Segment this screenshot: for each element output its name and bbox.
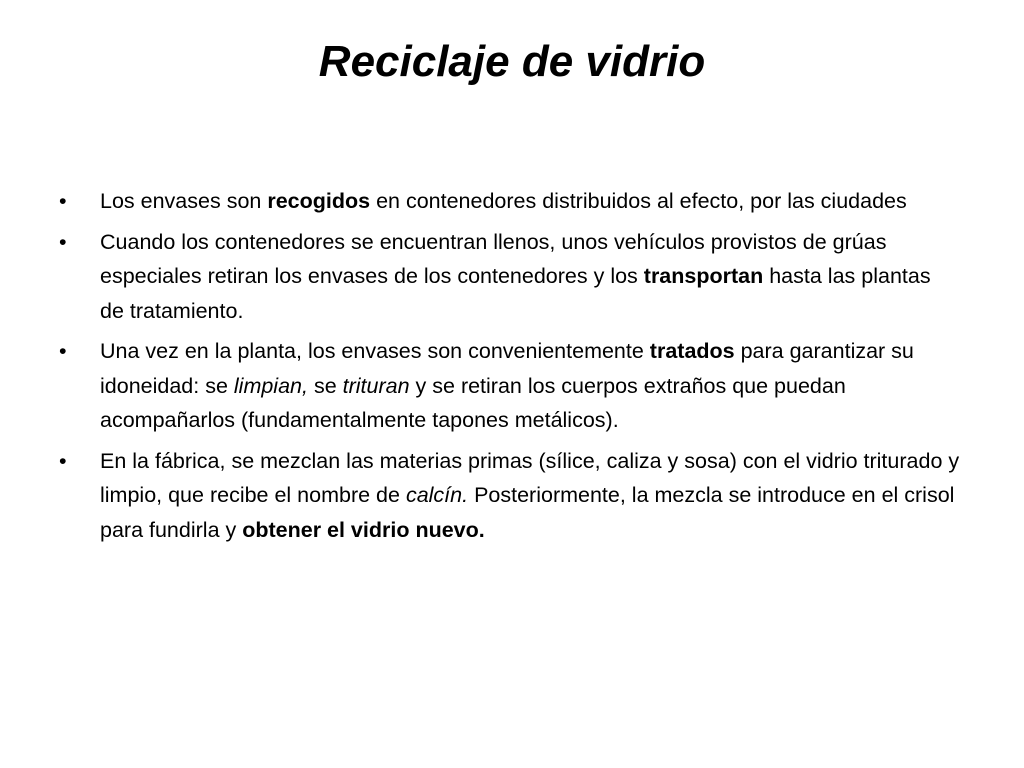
bullet-text: se (307, 373, 343, 398)
bullet-item-factory (55, 444, 960, 548)
bullet-text: Cuando los contenedores se encuentran llenos, unos vehículos provistos de grúas especiales retiran los envases de los contenedores y los (100, 229, 887, 288)
bullet-text-bold: recogidos (267, 189, 371, 213)
bullet-text-bold: tratados (649, 339, 735, 363)
bullet-list (55, 184, 960, 553)
bullet-item-collection (55, 184, 960, 219)
bullet-text: hasta las plantas de tratamiento. (100, 264, 931, 323)
bullet-dot-icon: • (59, 229, 67, 254)
bullet-text-italic: limpian, (233, 373, 308, 398)
bullet-text-bold: transportan (643, 264, 764, 288)
bullet-text-italic: trituran (342, 373, 410, 398)
bullet-dot-icon: • (59, 339, 67, 363)
bullet-text-italic: calcín. (405, 483, 469, 507)
bullet-text-bold: obtener el vidrio nuevo. (242, 517, 485, 542)
bullet-text: Una vez en la planta, los envases son convenientemente (100, 339, 650, 363)
bullet-text: en contenedores distribuidos al efecto, por las ciudades (370, 189, 907, 213)
bullet-text: para garantizar su idoneidad: se (100, 339, 914, 398)
bullet-dot-icon: • (59, 189, 67, 213)
bullet-item-transport (55, 225, 960, 329)
bullet-item-treatment (55, 334, 960, 438)
bullet-text: y se retiran los cuerpos extraños que puedan acompañarlos (fundamentalmente tapones metálicos). (100, 373, 846, 432)
bullet-text: En la fábrica, se mezclan las materias primas (sílice, caliza y sosa) con el vidrio triturado y limpio, que recibe el nombre de (100, 448, 960, 507)
bullet-text: Los envases son (100, 189, 268, 213)
bullet-dot-icon: • (59, 448, 67, 473)
bullet-text: Posteriormente, la mezcla se introduce en el crisol para fundirla y (100, 483, 955, 542)
slide-title: Reciclaje de vidrio (318, 37, 706, 86)
